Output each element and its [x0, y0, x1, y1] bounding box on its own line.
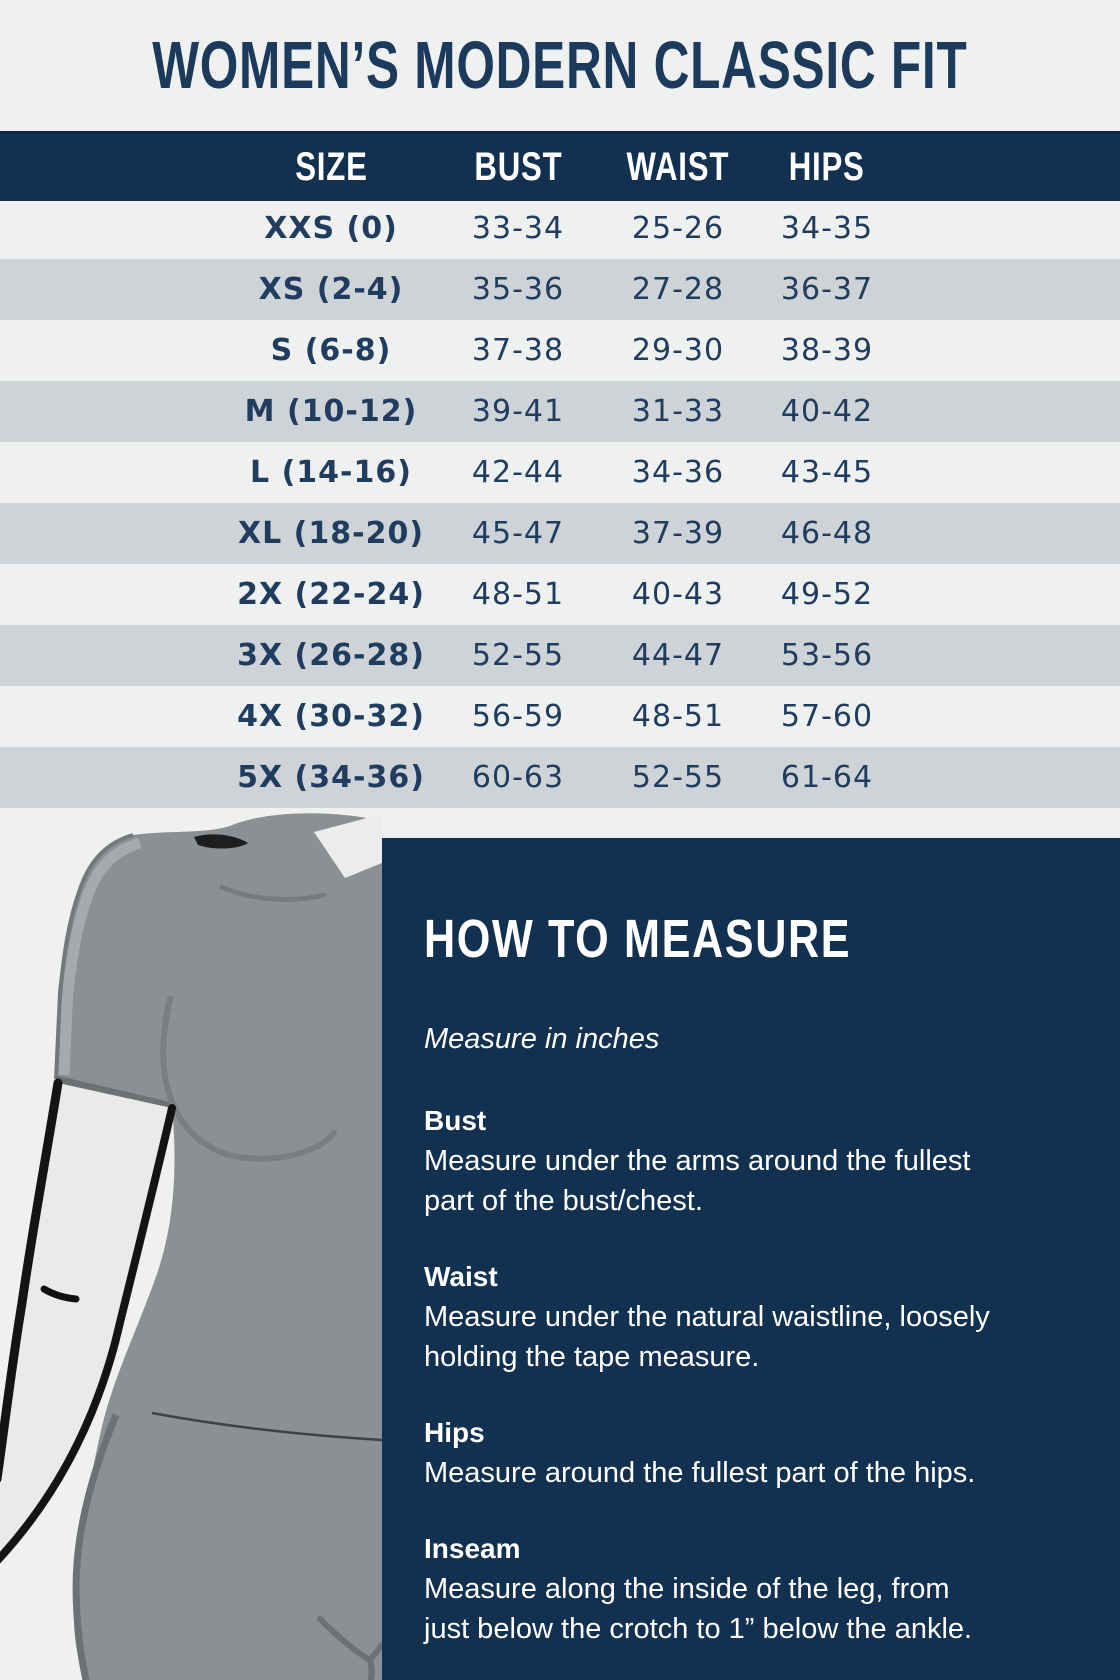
table-row-xxs — [0, 198, 1120, 259]
table-row-xl — [0, 503, 1120, 564]
bust-cell: 39-41 — [471, 394, 565, 429]
waist-instruction-line: holding the tape measure. — [424, 1340, 760, 1373]
hips-cell: 46-48 — [780, 516, 874, 551]
hips-cell: 40-42 — [780, 394, 874, 429]
hips-section — [424, 1413, 1080, 1493]
hips-label: Hips — [424, 1416, 485, 1448]
bust-cell: 35-36 — [471, 272, 565, 307]
waist-cell: 48-51 — [631, 699, 725, 734]
hips-cell: 38-39 — [780, 333, 874, 368]
page-title-text: WOMEN’S MODERN CLASSIC FIT — [152, 28, 968, 103]
bust-section — [424, 1101, 1080, 1221]
column-header-hips: HIPS — [789, 145, 865, 189]
table-row-4x — [0, 686, 1120, 747]
table-row-l — [0, 442, 1120, 503]
waist-cell: 34-36 — [631, 455, 725, 490]
hips-instruction-line: Measure around the fullest part of the hips. — [424, 1456, 976, 1489]
size-cell: M (10-12) — [244, 394, 418, 429]
table-row-5x — [0, 747, 1120, 808]
bust-cell: 45-47 — [471, 516, 565, 551]
page-title — [9, 27, 1111, 104]
waist-cell: 31-33 — [631, 394, 725, 429]
waist-instruction-line: Measure under the natural waistline, loosely — [424, 1300, 990, 1333]
inseam-section — [424, 1529, 1080, 1649]
hips-cell: 53-56 — [780, 638, 874, 673]
size-cell: S (6-8) — [270, 333, 392, 368]
how-to-measure-panel — [382, 838, 1120, 1680]
column-header-size: SIZE — [294, 145, 368, 189]
title-bar — [0, 0, 1120, 131]
measure-units-note: Measure in inches — [424, 1023, 660, 1055]
waist-section — [424, 1257, 1080, 1377]
bust-cell: 37-38 — [471, 333, 565, 368]
table-row-s — [0, 320, 1120, 381]
column-header-waist: WAIST — [626, 145, 730, 189]
waist-cell: 52-55 — [631, 760, 725, 795]
hips-cell: 57-60 — [780, 699, 874, 734]
table-row-xs — [0, 259, 1120, 320]
waist-label: Waist — [424, 1260, 498, 1292]
hips-cell: 49-52 — [780, 577, 874, 612]
bust-cell: 56-59 — [471, 699, 565, 734]
bust-cell: 48-51 — [471, 577, 565, 612]
hips-cell: 61-64 — [780, 760, 874, 795]
table-row-2x — [0, 564, 1120, 625]
bust-cell: 42-44 — [471, 455, 565, 490]
bust-cell: 60-63 — [471, 760, 565, 795]
table-row-m — [0, 381, 1120, 442]
size-cell: 3X (26-28) — [237, 638, 425, 673]
waist-cell: 25-26 — [631, 211, 725, 246]
hips-cell: 36-37 — [780, 272, 874, 307]
bust-cell: 33-34 — [471, 211, 565, 246]
waist-cell: 27-28 — [631, 272, 725, 307]
hips-cell: 43-45 — [780, 455, 874, 490]
size-cell: XL (18-20) — [237, 516, 425, 551]
size-cell: 5X (34-36) — [237, 760, 425, 795]
inseam-instruction-line: just below the crotch to 1” below the ankle. — [424, 1612, 973, 1645]
size-cell: L (14-16) — [250, 455, 412, 490]
bust-cell: 52-55 — [471, 638, 565, 673]
waist-cell: 37-39 — [631, 516, 725, 551]
woman-in-scrubs-illustration — [0, 803, 382, 1680]
size-cell: XXS (0) — [264, 211, 398, 246]
column-header-bust: BUST — [473, 145, 563, 189]
waist-cell: 44-47 — [631, 638, 725, 673]
inseam-instruction-line: Measure along the inside of the leg, from — [424, 1572, 950, 1605]
panel-heading: HOW TO MEASURE — [424, 909, 852, 969]
size-cell: XS (2-4) — [258, 272, 404, 307]
inseam-label: Inseam — [424, 1532, 521, 1564]
bust-label: Bust — [424, 1104, 487, 1136]
waist-cell: 29-30 — [631, 333, 725, 368]
size-cell: 4X (30-32) — [237, 699, 425, 734]
hips-cell: 34-35 — [780, 211, 874, 246]
size-cell: 2X (22-24) — [237, 577, 425, 612]
table-row-3x — [0, 625, 1120, 686]
table-header-row — [0, 131, 1120, 201]
bust-instruction-line: part of the bust/chest. — [424, 1184, 703, 1217]
waist-cell: 40-43 — [631, 577, 725, 612]
bust-instruction-line: Measure under the arms around the fullest — [424, 1144, 971, 1177]
